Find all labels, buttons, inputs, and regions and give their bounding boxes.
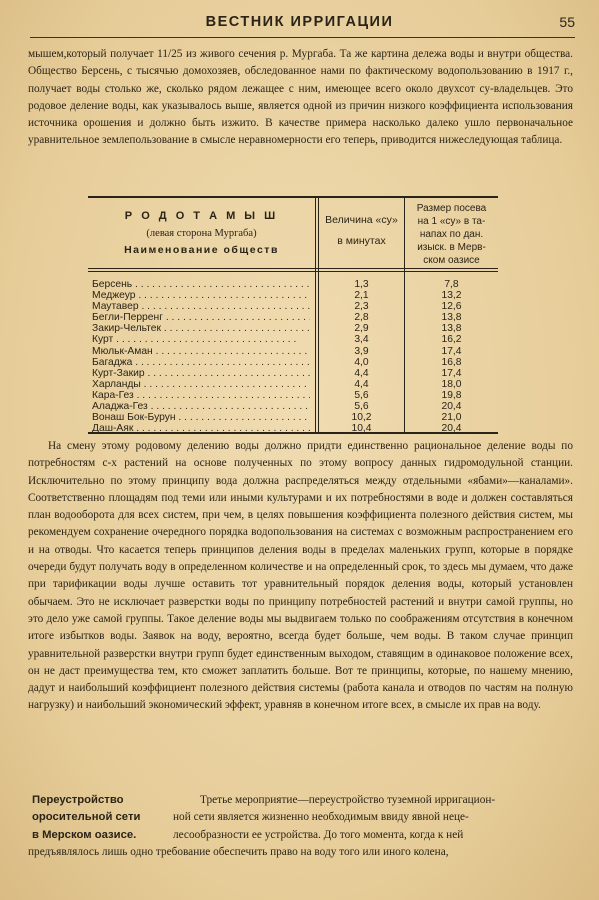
sown-area: 20,4: [441, 423, 462, 435]
su-minutes: 1,3: [354, 279, 369, 290]
su-minutes: 5,6: [354, 389, 369, 401]
table-row: [88, 312, 498, 323]
table-row: [88, 357, 498, 368]
table-row: [88, 290, 498, 301]
society-name: Меджеур . . .: [92, 290, 310, 301]
society-name: Бегли-Перренг . . .: [92, 312, 310, 323]
sown-area: 13,8: [441, 312, 462, 324]
su-minutes: 3,4: [354, 334, 369, 346]
sown-area: 17,4: [441, 345, 462, 357]
paragraph-1-text: мышем,который получает 11/25 из живого сечения р. Мургаба. Та же картина дележа воды и внутри общества. Общество Берсень, с тысячью домохозяев, обследованное нами по фактическому водопользованию в 1917 г., получает воды столько же, сколько рядом лежащее с ним, имеющее всего около двухсот су-владельцев. Это родовое деление воды, как указывалось выше, является одной из причин низкого коэффициента использования источника орошения и должно быть изжито. В качестве примера насколько далеко ушло первоначальное уравнительное землепользование в смысле неравномерности его теперь, приводится нижеследующая таблица.: [28, 48, 573, 147]
table-row: [88, 390, 498, 401]
p3-line-2: ной сети является жизненно необходимым ввиду явной неце-: [173, 811, 469, 824]
header-su-l2: в минутах: [337, 235, 386, 247]
sown-area: 19,8: [441, 389, 462, 401]
table-row: [88, 368, 498, 379]
header-area-l5: ском оазисе: [423, 255, 480, 266]
paragraph-2-text: На смену этому родовому делению воды должно придти единственно рациональное деление воды по потребностям с-х растений на основе полученных по этому вопросу данных гидромодульной станции. Исключительно по этому принципу вода должна распределяться между отдельными «ябами»—каналами». Соответственно площадям под теми или иными культурами и их потребностями в воде и должен составляться план водооборота для всех систем, при чем, в целях повышения коэффициента полезного действия систем, мы рекомендуем сохранение очередного порядка водопользования на системах с возможным распространением его и на отводы. Что касается теперь принципов деления воды в пределах маленьких групп, которые в порядке очереди будут получать воду в определенном количестве и на определенный срок, то здесь мы думаем, что даже при тарификации воды лучше оставить тот уравнительный порядок деления воды, который установлен обычаем. Это не исключает разверстки воды по принципу потребностей растений и внутри самой группы, но это дело уже самой группы. Такое деление воды мы выдвигаем только по соображениям отсутствия в конечном итоге избытков воды. Заявок на воду, вероятно, всегда будет больше, чем воды. В таком случае принцип уравнительной разверстки внутри групп будет единственным выходом, ставящим в одинаковое положение всех, он не даст преимущества тем, кто сможет заплатить больше. Вот те принципы, которые, по нашему мнению, дадут и наибольший коэффициент полезного действия системы (работа канала и отводов по частям на полную нагрузку) и наибольший экономический эффект, уравняв в конечном итоге всех, в смысле их прав на воду.: [28, 440, 573, 712]
society-name: Аладжа-Гез . . .: [92, 401, 310, 412]
sown-area: 13,8: [441, 323, 462, 335]
society-name: Багаджа . . .: [92, 357, 310, 368]
sown-area: 20,4: [441, 401, 462, 413]
table-row: [88, 334, 498, 345]
paragraph-principles: [28, 438, 573, 715]
table-header-rule: [88, 271, 498, 272]
table-row: [88, 401, 498, 412]
table-header-names: [88, 208, 315, 259]
header-area-l1: Размер посева: [416, 203, 487, 214]
header-su-l1: Величина «су»: [325, 214, 398, 226]
table-row: [88, 412, 498, 423]
table-header-area: [405, 202, 498, 267]
sown-area: 16,8: [441, 356, 462, 368]
table-row: [88, 323, 498, 334]
sown-area: 16,2: [441, 334, 462, 346]
paragraph-intro: [28, 46, 573, 150]
side-heading-l3: в Мерском оазисе.: [32, 828, 137, 841]
sown-area: 7,8: [444, 279, 459, 290]
p3-line-3: лесообразности ее устройства. До того момента, когда к ней: [173, 828, 464, 841]
header-side: (левая сторона Мургаба): [146, 228, 257, 239]
p3-line-4: предъявлялось лишь одно требование обеспечить право на воду того или иного колена,: [28, 845, 449, 858]
header-area-l4: изыск. в Мерв-: [417, 242, 486, 253]
sown-area: 12,6: [441, 301, 462, 313]
sown-area: 21,0: [441, 412, 462, 424]
page-header: [0, 14, 599, 38]
table-row: [88, 301, 498, 312]
header-area-l3: напах по дан.: [419, 229, 484, 240]
table-row: [88, 346, 498, 357]
header-societies: Наименование обществ: [124, 244, 279, 256]
page-number: 55: [559, 14, 575, 30]
table-row: [88, 279, 498, 290]
table-header-rule: [88, 268, 498, 269]
society-name: Берсень . . .: [92, 279, 310, 290]
society-name: Курт-Закир . . .: [92, 368, 310, 379]
society-name: Закир-Чельтек . . .: [92, 323, 310, 334]
society-name: Вонаш Бок-Бурун . . .: [92, 412, 310, 423]
su-minutes: 4,0: [354, 356, 369, 368]
paragraph-reconstruction: [28, 792, 573, 861]
sown-area: 13,2: [441, 290, 462, 302]
society-name: Харланды . . .: [92, 379, 310, 390]
society-name: Кара-Гез . . .: [92, 390, 310, 401]
su-minutes: 4,4: [354, 378, 369, 390]
society-name: Маутавер . . .: [92, 301, 310, 312]
society-name: Мюльк-Аман . . .: [92, 346, 310, 357]
su-minutes: 2,9: [354, 323, 369, 335]
allocation-table: [88, 196, 498, 434]
su-minutes: 3,9: [354, 345, 369, 357]
su-minutes: 4,4: [354, 367, 369, 379]
table-row: [88, 379, 498, 390]
side-heading-l1: Переустройство: [32, 794, 124, 806]
society-name: Курт . . .: [92, 334, 310, 345]
su-minutes: 2,3: [354, 301, 369, 313]
side-heading-l2: оросительной сети: [32, 811, 141, 824]
journal-title: ВЕСТНИК ИРРИГАЦИИ: [205, 14, 394, 30]
header-rule: [30, 37, 575, 38]
su-minutes: 5,6: [354, 401, 369, 413]
header-clan: Р О Д О Т А М Ы Ш: [124, 210, 279, 222]
society-name: Даш-Аяк . . .: [92, 423, 310, 434]
table-body: [88, 279, 498, 434]
p3-line-1: Третье мероприятие—переустройство туземной ирригацион-: [200, 794, 496, 806]
sown-area: 17,4: [441, 367, 462, 379]
sown-area: 18,0: [441, 378, 462, 390]
header-area-l2: на 1 «су» в та-: [417, 216, 486, 227]
su-minutes: 2,1: [354, 290, 369, 302]
su-minutes: 2,8: [354, 312, 369, 324]
table-header-su: [319, 212, 404, 250]
su-minutes: 10,4: [351, 423, 372, 435]
table-row: [88, 423, 498, 434]
su-minutes: 10,2: [351, 412, 372, 424]
